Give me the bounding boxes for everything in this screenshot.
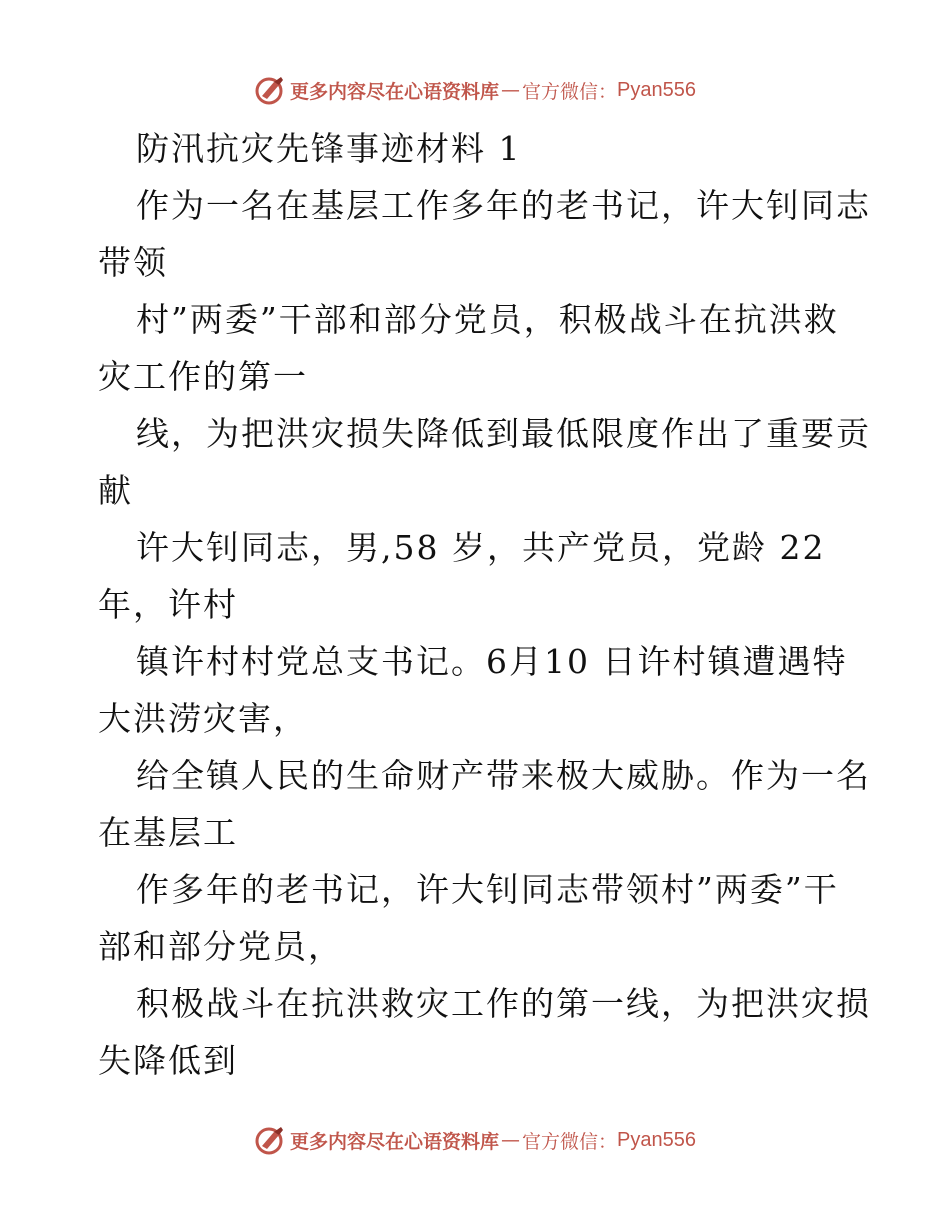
document-body <box>98 120 871 1089</box>
banner-title: 更多内容尽在心语资料库 <box>290 1130 500 1153</box>
text-line: 给全镇人民的生命财产带来极大威胁。作为一名 <box>136 756 871 795</box>
banner-dash: — <box>501 1129 521 1151</box>
text-line: 部和部分党员， <box>98 927 343 966</box>
text-line: 失降低到 <box>98 1041 238 1080</box>
text-line: 年，许村 <box>98 585 238 624</box>
banner-wechat-label: 官方微信： <box>522 80 618 103</box>
text-line: 积极战斗在抗洪救灾工作的第一线，为把洪灾损 <box>136 984 871 1023</box>
text-line: 在基层工 <box>98 813 238 852</box>
header-banner <box>0 70 950 110</box>
banner-title: 更多内容尽在心语资料库 <box>290 80 500 103</box>
text-line: 作多年的老书记，许大钊同志带领村”两委”干 <box>136 870 839 909</box>
pen-logo-icon <box>254 1124 286 1156</box>
text-line: 线，为把洪灾损失降低到最低限度作出了重要贡 <box>136 414 871 453</box>
text-line: 灾工作的第一 <box>98 357 308 396</box>
text-line: 献 <box>98 471 133 510</box>
banner-wechat-id: Pyan556 <box>617 1128 696 1151</box>
banner-wechat-label: 官方微信： <box>522 1130 618 1153</box>
pen-logo-icon <box>254 74 286 106</box>
banner-wechat-id: Pyan556 <box>617 78 696 101</box>
text-line: 作为一名在基层工作多年的老书记，许大钊同志 <box>136 186 871 225</box>
text-line: 大洪涝灾害， <box>98 699 308 738</box>
footer-banner <box>0 1120 950 1160</box>
banner-dash: — <box>501 79 521 101</box>
text-line: 村”两委”干部和部分党员，积极战斗在抗洪救 <box>136 300 839 339</box>
text-line: 镇许村村党总支书记。6月10 日许村镇遭遇特 <box>136 642 848 681</box>
text-line: 防汛抗灾先锋事迹材料 1 <box>136 129 522 168</box>
text-line: 带领 <box>98 243 168 282</box>
text-line: 许大钊同志，男,58 岁，共产党员，党龄 22 <box>136 528 826 567</box>
